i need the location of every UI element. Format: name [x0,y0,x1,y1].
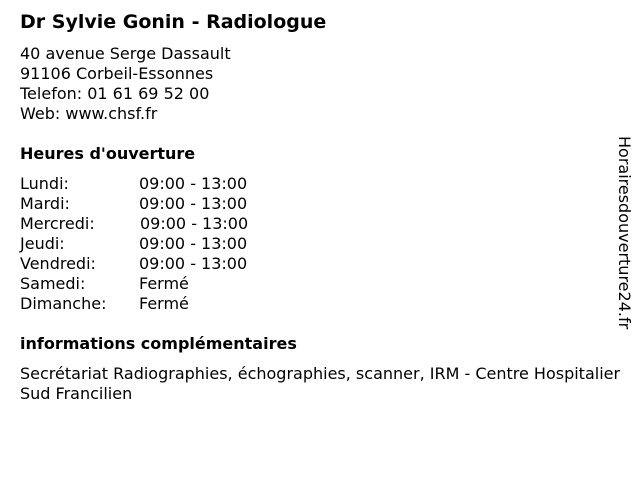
day-label: Vendredi: [20,254,96,273]
page-title: Dr Sylvie Gonin - Radiologue [20,11,327,33]
day-label: Dimanche: [20,294,107,313]
day-hours: Fermé [139,274,189,293]
day-label: Jeudi: [20,234,65,253]
day-label: Mercredi: [20,214,95,233]
day-hours: 09:00 - 13:00 [139,194,248,213]
info-text: Secrétariat Radiographies, échographies, scanner, IRM - Centre Hospitalier Sud Francilien [20,364,621,403]
day-hours: 09:00 - 13:00 [139,174,248,193]
day-hours: 09:00 - 13:00 [139,254,248,273]
contact-block [20,44,231,124]
info-heading: informations complémentaires [20,334,297,353]
day-label: Lundi: [20,174,69,193]
address-city: 91106 Corbeil-Essonnes [20,64,214,83]
day-label: Mardi: [20,194,70,213]
watermark [611,136,637,342]
day-hours: Fermé [139,294,189,313]
day-hours: 09:00 - 13:00 [140,214,249,233]
day-hours: 09:00 - 13:00 [139,234,248,253]
phone-number: Telefon: 01 61 69 52 00 [20,84,210,103]
website: Web: www.chsf.fr [20,104,158,123]
day-label: Samedi: [20,274,86,293]
watermark-text: Horairesdouverture24.fr [615,136,634,330]
address-street: 40 avenue Serge Dassault [20,44,231,63]
hours-heading: Heures d'ouverture [20,144,196,163]
